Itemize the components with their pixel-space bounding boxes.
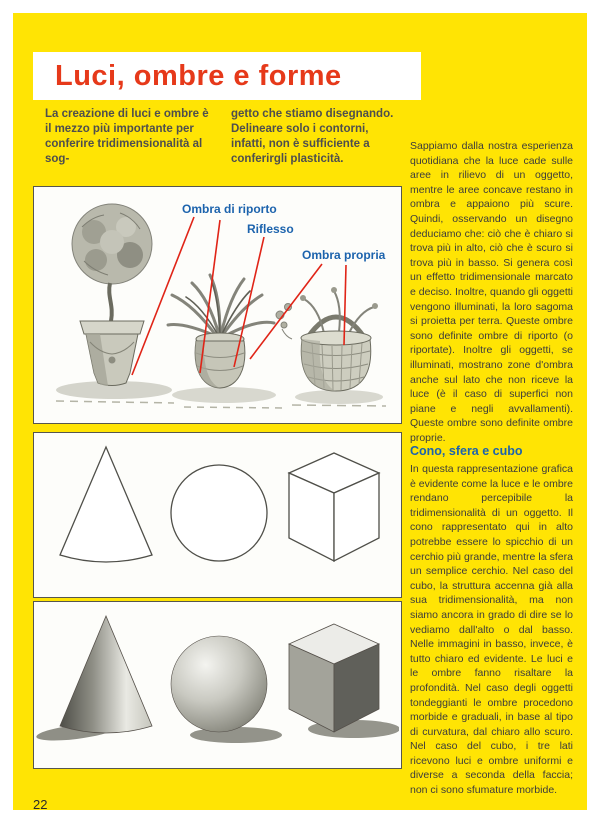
outline-shapes-illustration (34, 433, 399, 595)
cast-shadow-middle (172, 387, 276, 403)
intro-paragraph-left: La creazione di luci e ombre è il mezzo più importante per conferire tridimensionalità al sog- (45, 108, 209, 165)
section-heading: Cono, sfera e cubo (410, 444, 523, 458)
plants-figure-panel (33, 186, 402, 424)
cast-shadow-right (295, 390, 383, 404)
label-ombra-di-riporto: Ombra di riporto (182, 202, 277, 216)
shaded-cone-icon (35, 616, 152, 744)
shaded-cube-icon (289, 624, 399, 738)
topiary-plant (72, 204, 152, 386)
outline-shapes-panel (33, 432, 402, 598)
page-title: Luci, ombre e forme (55, 59, 342, 92)
basket (300, 287, 378, 391)
shaded-shapes-illustration (34, 602, 399, 766)
label-riflesso: Riflesso (247, 222, 294, 236)
leafy-plant (168, 275, 274, 388)
body-paragraph-shadows: Sappiamo dalla nostra esperienza quotidiana che la luce cade sulle aree in rilievo di un oggetto, mentre le aree concave restano in ombra e appaiono più scure. Quindi, osservando un disegno deduciamo che: ciò che è chiaro si trova più in alto, ciò che è scuro si trova più in basso. Si genera così un effetto tridimensionale marcato e deciso. Inoltre, quando gli oggetti vengono illuminati, la loro sagoma si proietta per terra. Queste ombre sono definite ombre di riporto (o riportate). Inoltre gli oggetti, se illuminati, mostrano zone d'ombra anche sul lato che non riceve la luce (è il caso di superfici non piane e negli avvallamenti). Queste ombre sono definite ombre proprie. (410, 140, 573, 444)
label-ombra-propria: Ombra propria (302, 248, 386, 262)
plants-illustration (34, 187, 399, 421)
title-box (33, 52, 421, 100)
circle-outline-icon (171, 465, 267, 561)
body-paragraph-solids: In questa rappresentazione grafica è evidente come la luce e le ombre rendano percepibile la tridimensionalità di un oggetto. Il cono rappresentato qui in alto potrebbe essere lo spicchio di un cerchio più grande, mentre la sfera un semplice cerchio. Nel caso del cubo, la struttura accenna già alla sua tridimensionalità, ma non siamo ancora in grado di dire se lo vediamo dall'alto o dal basso. Nelle immagini in basso, invece, è tutto chiaro ed evidente. Le luci e le ombre fanno risaltare la profondità. Nel caso degli oggetti tondeggianti le ombre procedono morbide e graduali, in base al tipo di curvatura, dal chiaro allo scuro. Nel caso del cubo, i tre lati ricevono luci e ombre uniformi e diverse a seconda della faccia; non ci sono sfumature morbide. (410, 463, 573, 797)
intro-paragraph-right: getto che stiamo disegnando. Delineare solo i contorni, infatti, non è sufficiente a conferirgli plasticità. (231, 108, 394, 165)
page-number: 22 (33, 797, 48, 812)
cone-outline-icon (60, 447, 152, 562)
shaded-shapes-panel (33, 601, 402, 769)
cube-outline-icon (289, 453, 379, 561)
shaded-sphere-icon (171, 636, 282, 743)
intro-text (45, 107, 407, 167)
